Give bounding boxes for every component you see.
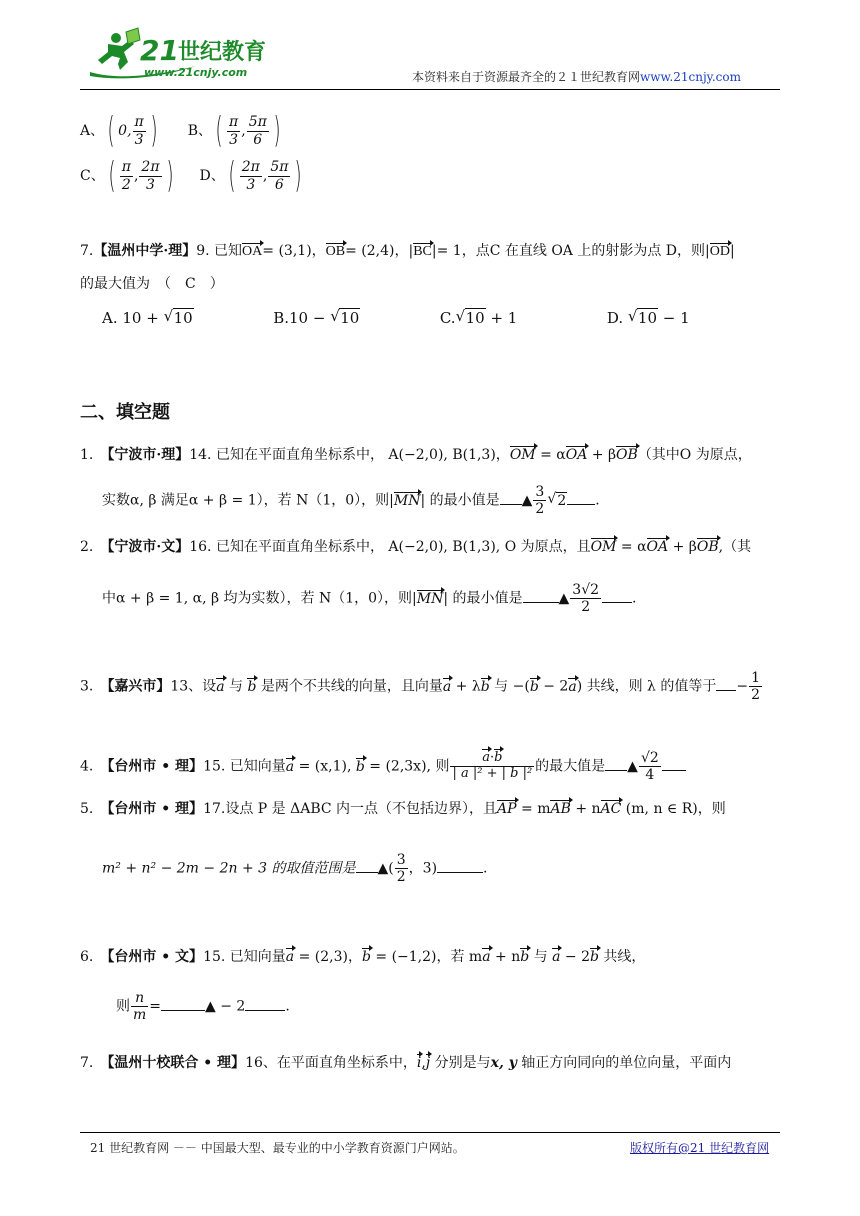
fill-6-line-1: 6. 【台州市 • 文】15. 已知向量a = (2,3)，b = (−1,2)，若 ma + nb 与 a − 2b 共线， [80, 949, 646, 965]
q7-option-c: C.√ 10 + 1 [440, 309, 517, 327]
fill-2-line-2: 中α + β = 1, α, β 均为实数），若 N（1，0），则|MN| 的最小值是 ▲ $\frac{3√2}{2}$ . [102, 582, 637, 616]
site-logo[interactable] [86, 26, 286, 84]
fill-6-line-2: 则 $\frac{n}{m}$ = ▲ − 2 . [116, 990, 290, 1024]
fill-1-line-2: 实数α, β 满足α + β = 1），若 N（1，0），则|MN| 的最小值是 ▲ $\frac{3}{2}$ √ 2 . [102, 484, 600, 517]
header-tagline: 本资料来自于资源最齐全的２１世纪教育网www.21cnjy.com [412, 70, 741, 84]
logo-21: 21 [140, 34, 179, 67]
logo-cn: 世纪教育 [178, 40, 267, 65]
fill-3-line: 3. 【嘉兴市】13、设a 与 b 是两个不共线的向量，且向量a + λb 与 −(b − 2a) 共线，则 λ 的值等于 − $\frac{1}{2}$ [80, 670, 761, 704]
fill-2-line-1: 2. 【宁波市·文】16. 已知在平面直角坐标系中， A(−2,0), B(1,3), O 为原点，且OM = αOA + βOB,（其 [80, 539, 752, 555]
q7-line-1: 7.【温州中学·理】9. 已知OA= (3,1)，OB= (2,4)，|BC|= 1，点C 在直线 OA 上的射影为点 D，则|OD| [80, 243, 735, 259]
q7-options [102, 311, 690, 326]
footer-slogan: 21 世纪教育网 －－ 中国最大型、最专业的中小学教育资源门户网站。 [90, 1141, 465, 1155]
q6-option-row-2: C、( $\frac{\pi}{2}$ , $\frac{2\pi}{3}$ ) D、( $\frac{2\pi}{3}$ , $\frac{5\pi}{6}$ ) [80, 155, 302, 196]
footer-copyright-link[interactable]: 版权所有@21 世纪教育网 [630, 1141, 770, 1155]
fill-5-line-1: 5. 【台州市 • 理】17.设点 P 是 ΔABC 内一点（不包括边界），且AP = mAB + nAC (m, n ∈ R)，则 [80, 801, 726, 817]
q7-option-a: A. 10 + √ 10 [102, 309, 194, 327]
q6-a-frac: $\frac{\pi}{3}$ [134, 114, 144, 148]
footer-divider [80, 1132, 780, 1133]
fill-5-line-2: m² + n² − 2m − 2n + 3 的取值范围是 ▲( $\frac{3}{2}$ ，3) . [102, 852, 488, 886]
runner-logo-icon [86, 26, 286, 84]
q7-line-2: 的最大值为 （ C ） [80, 276, 224, 292]
q7-option-b: B.10 − √ 10 [273, 309, 360, 327]
fill-7-line: 7. 【温州十校联合 • 理】16、在平面直角坐标系中，i,j 分别是与x, y 轴正方向同向的单位向量，平面内 [80, 1055, 732, 1071]
fill-1-line-1: 1. 【宁波市·理】14. 已知在平面直角坐标系中， A(−2,0), B(1,3)，OM = αOA + βOB（其中O 为原点， [80, 447, 752, 463]
q7-option-d: D. √ 10 − 1 [607, 309, 690, 327]
fill-4-line: 4. 【台州市 • 理】15. 已知向量a = (x,1), b = (2,3x), 则 $\frac{a\cdot b}{\text{| a |² + | b |²}}$ 的最大值是 ▲ $\frac{√2}{4}$ [80, 750, 686, 783]
q6-option-row-1: A、( 0, $\frac{\pi}{3}$ ) B、( $\frac{\pi}{3}$ , $\frac{5\pi}{6}$ ) [80, 110, 281, 151]
header-divider [80, 89, 780, 90]
header-site-link[interactable]: www.21cnjy.com [640, 70, 741, 84]
logo-url-text: www.21cnjy.com [144, 66, 248, 79]
section-title: 二、填空题 [80, 402, 170, 423]
